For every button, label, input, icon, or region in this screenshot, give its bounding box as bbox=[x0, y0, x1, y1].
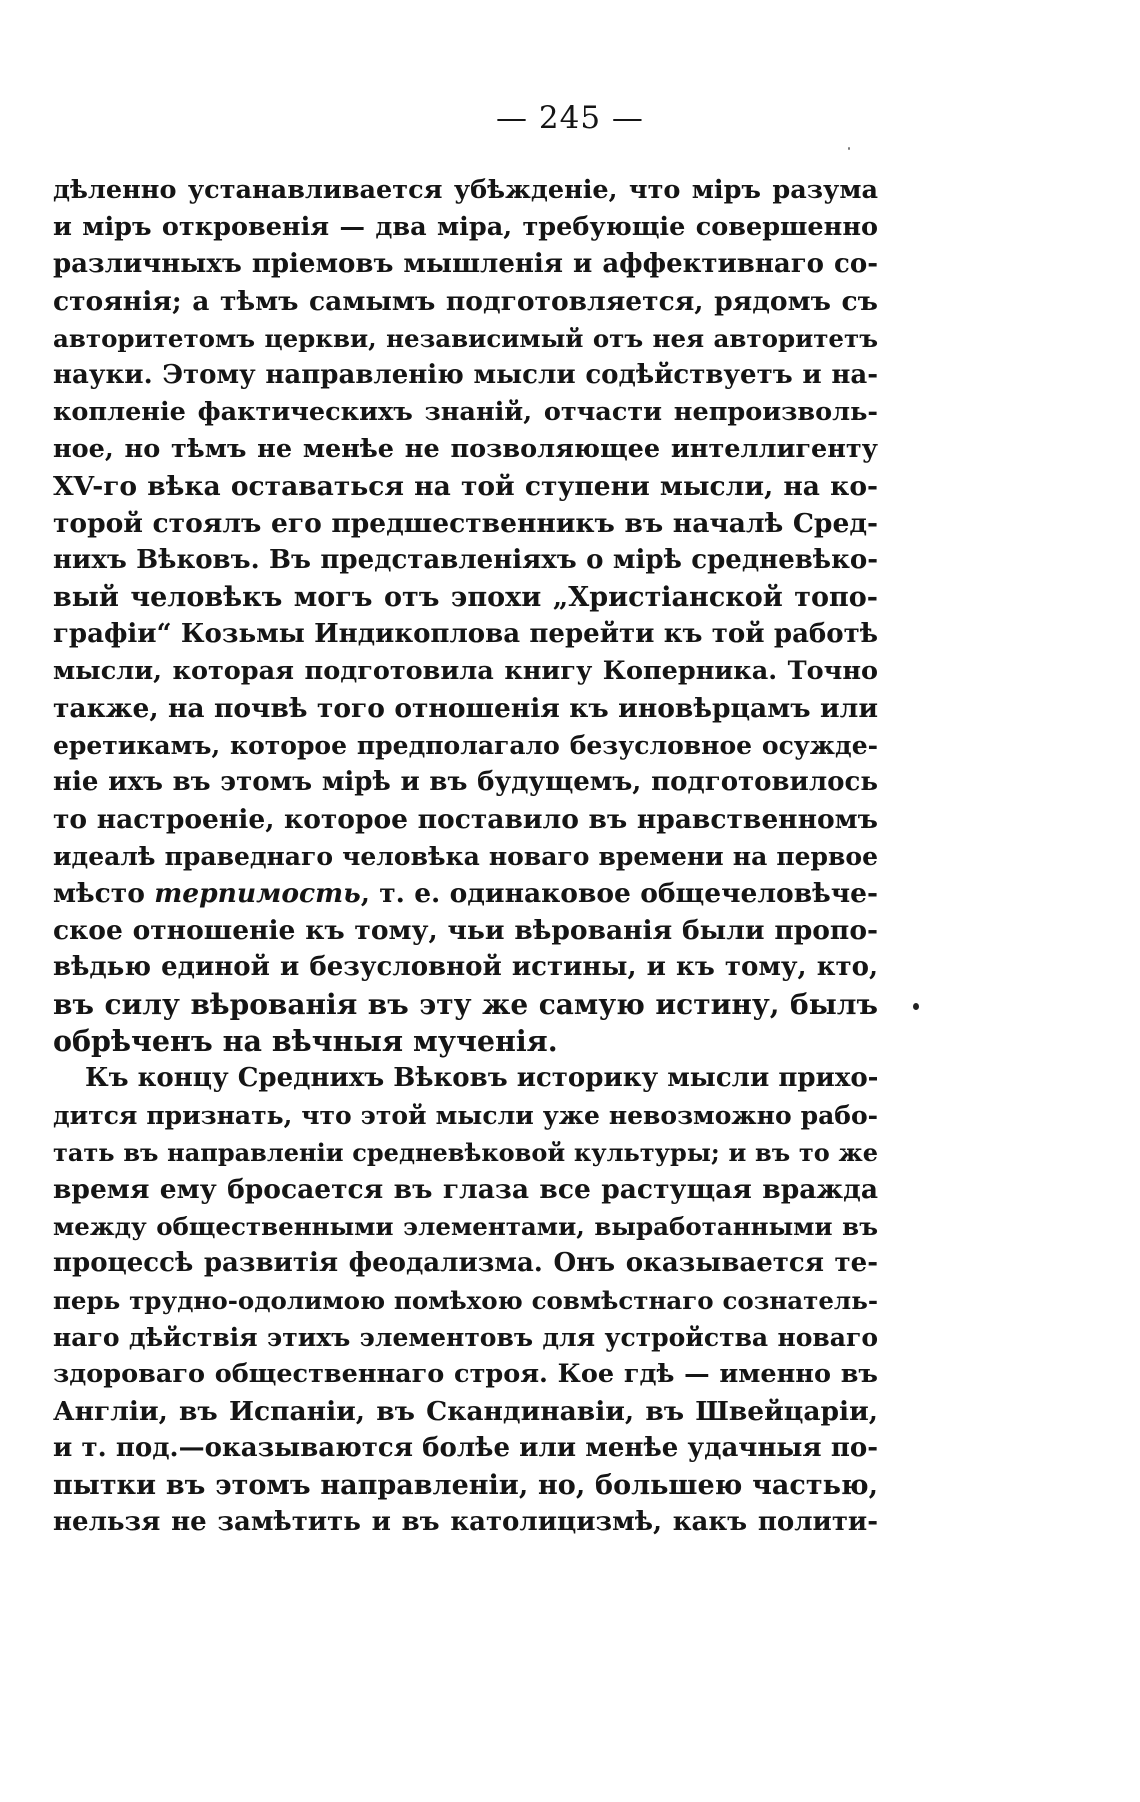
text-line: торой стоялъ его предшественникъ въ началѣ Сред- bbox=[53, 508, 878, 539]
text-line: и міръ откровенія — два міра, требующіе совершенно bbox=[53, 212, 878, 242]
text-line-tolerance bbox=[53, 875, 878, 912]
italic-term-tolerance: терпимость bbox=[154, 878, 361, 909]
text-line: тать въ направленіи средневѣковой культуры; и въ то же bbox=[53, 1138, 878, 1167]
text-line: идеалѣ праведнаго человѣка новаго времени на первое bbox=[53, 842, 878, 871]
text-line: и т. под.—оказываются болѣе или менѣе удачныя по- bbox=[53, 1433, 878, 1463]
text-line: здороваго общественнаго строя. Кое гдѣ — именно въ bbox=[53, 1359, 878, 1389]
print-speck bbox=[848, 147, 850, 150]
text-line: нельзя не замѣтить и въ католицизмѣ, какъ полити- bbox=[53, 1507, 878, 1537]
text-line: ное, но тѣмъ не менѣе не позволяющее интеллигенту bbox=[53, 434, 878, 464]
text-line: науки. Этому направленію мысли содѣйствуетъ и на- bbox=[53, 360, 878, 390]
text-line: пытки въ этомъ направленіи, но, большею частью, bbox=[53, 1470, 878, 1501]
paragraph-2 bbox=[53, 1060, 878, 1541]
page-number: — 245 — bbox=[496, 100, 644, 136]
text-line: въ силу вѣрованія въ эту же самую истину, былъ bbox=[53, 988, 878, 1021]
text-line: вый человѣкъ могъ отъ эпохи „Христіанской топо- bbox=[53, 582, 878, 613]
body-text bbox=[53, 172, 878, 1541]
text-line: Англіи, въ Испаніи, въ Скандинавіи, въ Швейцаріи, bbox=[53, 1396, 878, 1427]
text-line: стоянія; а тѣмъ самымъ подготовляется, рядомъ съ bbox=[53, 286, 878, 317]
text-line: перь трудно-одолимою помѣхою совмѣстнаго сознатель- bbox=[53, 1286, 878, 1315]
text-line: вѣдью единой и безусловной истины, и къ тому, кто, bbox=[53, 952, 878, 982]
text-line: копленіе фактическихъ знаній, отчасти непроизволь- bbox=[53, 397, 878, 427]
text-fragment: мѣсто bbox=[53, 878, 155, 909]
text-line: также, на почвѣ того отношенія къ иновѣрцамъ или bbox=[53, 693, 878, 724]
text-fragment: , т. е. одинаковое общечеловѣче- bbox=[360, 878, 879, 909]
text-line: обрѣченъ на вѣчныя мученія. bbox=[53, 1024, 558, 1058]
text-line: еретикамъ, которое предполагало безусловное осужде- bbox=[53, 731, 878, 760]
text-line: то настроеніе, которое поставило въ нравственномъ bbox=[53, 804, 878, 835]
text-line: между общественными элементами, выработанными въ bbox=[53, 1212, 878, 1241]
text-line: Къ концу Среднихъ Вѣковъ историку мысли прихо- bbox=[85, 1063, 879, 1093]
text-line: наго дѣйствія этихъ элементовъ для устройства новаго bbox=[53, 1323, 878, 1352]
text-line: ніе ихъ въ этомъ мірѣ и въ будущемъ, подготовилось bbox=[53, 767, 878, 797]
text-line: дится признать, что этой мысли уже невозможно рабо- bbox=[53, 1101, 878, 1130]
text-line: процессѣ развитія феодализма. Онъ оказывается те- bbox=[53, 1248, 878, 1278]
text-line: различныхъ пріемовъ мышленія и аффективнаго со- bbox=[53, 249, 878, 279]
text-line: нихъ Вѣковъ. Въ представленіяхъ о мірѣ средневѣко- bbox=[53, 545, 878, 575]
text-line: авторитетомъ церкви, независимый отъ нея авторитетъ bbox=[53, 324, 878, 353]
text-line: XV-го вѣка оставаться на той ступени мысли, на ко- bbox=[53, 471, 878, 502]
text-line: графіи“ Козьмы Индикоплова перейти къ той работѣ bbox=[53, 619, 878, 649]
print-speck bbox=[913, 1003, 919, 1010]
text-line: время ему бросается въ глаза все растущая вражда bbox=[53, 1174, 878, 1205]
text-line: дѣленно устанавливается убѣжденіе, что міръ разума bbox=[53, 175, 878, 205]
text-line: мысли, которая подготовила книгу Коперника. Точно bbox=[53, 656, 878, 686]
text-line: ское отношеніе къ тому, чьи вѣрованія были пропо- bbox=[53, 915, 878, 946]
paragraph-1 bbox=[53, 172, 878, 1060]
